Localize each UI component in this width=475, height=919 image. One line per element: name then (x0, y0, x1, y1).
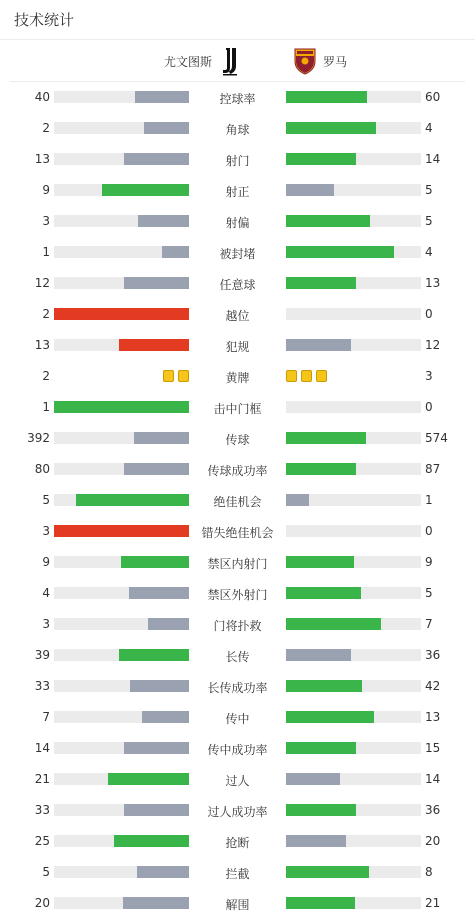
home-stat-bar (54, 308, 189, 320)
stat-label: 传球成功率 (207, 464, 268, 478)
away-stat-bar-fill (286, 556, 354, 568)
away-stat-bar-fill (286, 122, 376, 134)
home-team[interactable] (164, 40, 242, 82)
home-stat-value: 13 (34, 338, 50, 352)
yellow-card-icon (301, 370, 312, 382)
stat-label: 射偏 (225, 216, 250, 230)
stats-header (0, 0, 475, 40)
stat-label: 控球率 (219, 92, 256, 106)
home-stat-bar (54, 649, 189, 661)
stat-label: 击中门框 (213, 402, 262, 416)
away-stat-bar (286, 711, 421, 723)
home-stat-bar (54, 153, 189, 165)
stat-row (0, 702, 475, 733)
home-stat-bar (54, 184, 189, 196)
away-stat-bar-fill (286, 463, 356, 475)
stat-label: 长传 (225, 650, 250, 664)
stat-row (0, 423, 475, 454)
away-stat-bar-fill (286, 835, 346, 847)
stat-label: 传中成功率 (207, 743, 268, 757)
home-stat-bar-fill (138, 215, 189, 227)
home-stat-value: 392 (27, 431, 50, 445)
away-stat-bar (286, 463, 421, 475)
home-stat-bar-fill (114, 835, 189, 847)
home-stat-value: 80 (34, 462, 50, 476)
stat-row (0, 578, 475, 609)
home-stat-bar (54, 432, 189, 444)
home-stat-bar (54, 494, 189, 506)
home-stat-value: 2 (42, 369, 50, 383)
stat-label: 禁区内射门 (207, 557, 268, 571)
home-stat-bar (54, 463, 189, 475)
home-stat-value: 3 (42, 617, 50, 631)
stat-label: 传球 (225, 433, 250, 447)
stat-label: 抢断 (225, 836, 250, 850)
home-stat-value: 2 (42, 307, 50, 321)
stat-label: 过人 (225, 774, 250, 788)
away-stat-bar (286, 897, 421, 909)
stat-label: 射正 (225, 185, 250, 199)
away-stat-value: 13 (425, 276, 441, 290)
stat-label: 过人成功率 (207, 805, 268, 819)
home-stat-bar (54, 587, 189, 599)
home-stat-bar (54, 680, 189, 692)
away-stat-bar (286, 525, 421, 537)
home-stat-bar (54, 277, 189, 289)
stat-row (0, 237, 475, 268)
away-stat-bar (286, 556, 421, 568)
away-stat-bar-fill (286, 711, 374, 723)
away-stat-bar (286, 277, 421, 289)
home-stat-bar-fill (102, 184, 189, 196)
home-stat-bar (54, 897, 189, 909)
home-stat-bar-fill (144, 122, 189, 134)
away-stat-bar-fill (286, 897, 355, 909)
stat-row (0, 857, 475, 888)
yellow-card-icon (286, 370, 297, 382)
away-stat-bar (286, 649, 421, 661)
home-stat-bar-fill (108, 773, 189, 785)
home-stat-bar-fill (123, 897, 189, 909)
stat-label: 黄牌 (225, 371, 250, 385)
yellow-card-icon (163, 370, 174, 382)
away-stat-value: 14 (425, 772, 441, 786)
away-stat-bar-fill (286, 649, 351, 661)
home-stat-bar-fill (142, 711, 189, 723)
away-stat-value: 1 (425, 493, 433, 507)
away-stat-bar-fill (286, 773, 340, 785)
home-stat-bar-fill (124, 153, 189, 165)
stat-label: 解围 (225, 898, 250, 912)
away-stat-bar (286, 246, 421, 258)
home-stat-bar (54, 525, 189, 537)
stat-row (0, 640, 475, 671)
away-stat-bar-fill (286, 680, 362, 692)
away-stat-bar-fill (286, 277, 356, 289)
home-stat-bar (54, 91, 189, 103)
away-stat-value: 5 (425, 214, 433, 228)
away-stat-bar (286, 835, 421, 847)
home-stat-value: 1 (42, 400, 50, 414)
home-stat-value: 13 (34, 152, 50, 166)
home-stat-bar-fill (119, 649, 189, 661)
away-stat-bar-fill (286, 153, 356, 165)
stat-row (0, 733, 475, 764)
away-stat-bar (286, 773, 421, 785)
away-stat-bar (286, 680, 421, 692)
away-stat-value: 36 (425, 648, 441, 662)
away-stat-value: 87 (425, 462, 441, 476)
home-stat-bar-fill (135, 91, 189, 103)
home-stat-value: 2 (42, 121, 50, 135)
stat-row (0, 764, 475, 795)
away-yellow-cards (286, 370, 327, 382)
away-stat-bar-fill (286, 432, 366, 444)
stat-row (0, 361, 475, 392)
home-stat-bar-fill (137, 866, 189, 878)
home-stat-value: 33 (34, 679, 50, 693)
home-stat-value: 5 (42, 493, 50, 507)
home-stat-value: 25 (34, 834, 50, 848)
away-stat-value: 14 (425, 152, 441, 166)
home-stat-bar-fill (124, 742, 189, 754)
away-stat-bar-fill (286, 246, 394, 258)
yellow-card-icon (316, 370, 327, 382)
home-stat-bar-fill (130, 680, 189, 692)
away-stat-bar (286, 587, 421, 599)
home-stat-value: 21 (34, 772, 50, 786)
away-stat-bar-fill (286, 91, 367, 103)
home-stat-bar-fill (134, 432, 189, 444)
away-stat-bar (286, 308, 421, 320)
home-stat-value: 9 (42, 183, 50, 197)
stat-label: 绝佳机会 (213, 495, 262, 509)
home-stat-bar (54, 835, 189, 847)
home-stat-value: 4 (42, 586, 50, 600)
away-stat-value: 4 (425, 245, 433, 259)
home-stat-value: 12 (34, 276, 50, 290)
home-stat-value: 14 (34, 741, 50, 755)
home-stat-bar-fill (54, 525, 189, 537)
home-stat-bar-fill (76, 494, 189, 506)
stat-label: 错失绝佳机会 (201, 526, 274, 540)
home-stat-bar (54, 742, 189, 754)
stat-label: 被封堵 (219, 247, 256, 261)
home-yellow-cards (163, 370, 189, 382)
stat-row (0, 113, 475, 144)
home-stat-bar (54, 246, 189, 258)
away-stat-value: 5 (425, 586, 433, 600)
home-stat-value: 33 (34, 803, 50, 817)
away-stat-value: 5 (425, 183, 433, 197)
stat-row (0, 485, 475, 516)
away-stat-value: 13 (425, 710, 441, 724)
away-stat-bar-fill (286, 866, 369, 878)
stat-row (0, 547, 475, 578)
stat-row (0, 268, 475, 299)
home-stat-value: 3 (42, 214, 50, 228)
home-stat-bar (54, 401, 189, 413)
away-stat-bar (286, 742, 421, 754)
home-stat-bar-fill (54, 308, 189, 320)
away-stat-bar (286, 215, 421, 227)
stat-row (0, 609, 475, 640)
stat-label: 犯规 (225, 340, 250, 354)
home-team-name: 尤文图斯 (163, 54, 212, 69)
away-stat-bar (286, 618, 421, 630)
away-stat-bar-fill (286, 215, 370, 227)
away-stat-bar-fill (286, 339, 351, 351)
home-stat-bar-fill (124, 463, 189, 475)
stat-label: 越位 (225, 309, 250, 323)
away-stat-bar (286, 432, 421, 444)
stat-row (0, 144, 475, 175)
away-stat-bar (286, 401, 421, 413)
stat-row (0, 175, 475, 206)
away-stat-bar (286, 122, 421, 134)
away-stat-bar-fill (286, 742, 356, 754)
stat-row (0, 826, 475, 857)
away-stat-value: 0 (425, 524, 433, 538)
home-stat-bar-fill (124, 277, 189, 289)
home-stat-value: 9 (42, 555, 50, 569)
stat-label: 拦截 (225, 867, 250, 881)
away-stat-bar (286, 91, 421, 103)
home-stat-value: 20 (34, 896, 50, 910)
home-stat-bar-fill (54, 401, 189, 413)
stat-row (0, 671, 475, 702)
away-stat-value: 20 (425, 834, 441, 848)
home-stat-bar (54, 711, 189, 723)
away-stat-value: 21 (425, 896, 441, 910)
stat-row (0, 299, 475, 330)
away-stat-bar (286, 866, 421, 878)
away-stat-value: 8 (425, 865, 433, 879)
away-stat-value: 36 (425, 803, 441, 817)
away-stat-value: 12 (425, 338, 441, 352)
away-stat-bar-fill (286, 804, 356, 816)
home-stat-value: 40 (34, 90, 50, 104)
away-stat-bar (286, 184, 421, 196)
home-stat-bar-fill (124, 804, 189, 816)
home-stat-bar-fill (119, 339, 189, 351)
stat-row (0, 516, 475, 547)
home-stat-value: 5 (42, 865, 50, 879)
stat-row (0, 206, 475, 237)
away-stat-value: 574 (425, 431, 448, 445)
home-stat-bar (54, 339, 189, 351)
stat-label: 任意球 (219, 278, 256, 292)
roma-logo-icon (293, 46, 317, 76)
home-stat-bar (54, 215, 189, 227)
away-team-name: 罗马 (323, 54, 348, 69)
away-stat-bar (286, 153, 421, 165)
home-stat-bar (54, 866, 189, 878)
stat-label: 门将扑救 (213, 619, 262, 633)
stat-label: 传中 (225, 712, 250, 726)
home-stat-bar (54, 122, 189, 134)
home-stat-bar-fill (148, 618, 189, 630)
away-stat-value: 0 (425, 307, 433, 321)
away-stat-bar-fill (286, 184, 334, 196)
stat-label: 禁区外射门 (207, 588, 268, 602)
stat-row (0, 330, 475, 361)
away-team[interactable] (293, 40, 347, 82)
home-stat-value: 3 (42, 524, 50, 538)
teams-header (10, 40, 465, 82)
home-stat-value: 39 (34, 648, 50, 662)
away-stat-value: 42 (425, 679, 441, 693)
stat-row (0, 888, 475, 919)
stat-label: 长传成功率 (207, 681, 268, 695)
stat-label: 射门 (225, 154, 250, 168)
away-stat-bar-fill (286, 618, 381, 630)
away-stat-bar-fill (286, 494, 309, 506)
page-title: 技术统计 (14, 11, 75, 29)
away-stat-value: 15 (425, 741, 441, 755)
stat-row (0, 795, 475, 826)
away-stat-bar-fill (286, 587, 361, 599)
away-stat-value: 7 (425, 617, 433, 631)
home-stat-bar-fill (121, 556, 189, 568)
stat-label: 角球 (225, 123, 250, 137)
away-stat-bar (286, 339, 421, 351)
stat-row (0, 82, 475, 113)
away-stat-value: 3 (425, 369, 433, 383)
home-stat-bar-fill (129, 587, 189, 599)
home-stat-bar (54, 618, 189, 630)
yellow-card-icon (178, 370, 189, 382)
stat-row (0, 392, 475, 423)
away-stat-bar (286, 494, 421, 506)
home-stat-bar (54, 556, 189, 568)
away-stat-value: 0 (425, 400, 433, 414)
away-stat-value: 60 (425, 90, 441, 104)
home-stat-bar-fill (162, 246, 189, 258)
juventus-logo-icon (218, 46, 242, 76)
home-stat-bar (54, 804, 189, 816)
home-stat-value: 1 (42, 245, 50, 259)
home-stat-bar (54, 773, 189, 785)
home-stat-value: 7 (42, 710, 50, 724)
away-stat-bar (286, 804, 421, 816)
away-stat-value: 4 (425, 121, 433, 135)
away-stat-value: 9 (425, 555, 433, 569)
stat-row (0, 454, 475, 485)
